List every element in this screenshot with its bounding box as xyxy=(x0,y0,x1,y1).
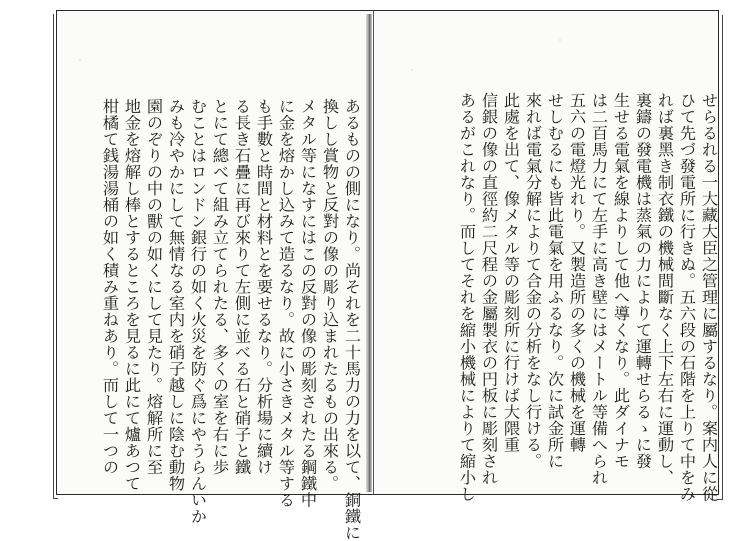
left-page-column-7: とにて總べて組み立てられたる、多くの室を右に歩 xyxy=(210,97,229,476)
right-page-column-8: せしむるにも皆此電氣を用ふるなり。次に試金所に xyxy=(545,91,564,470)
right-page-column-6: は二百馬力にて左手に高き壁にはメートル等備へられ xyxy=(589,91,608,486)
left-page-column-4: に金を熔かし込みて造るなり。故に小さきメタル等する xyxy=(276,97,295,509)
book-gutter xyxy=(366,14,372,492)
right-page-column-1: せらるれる一大藏大臣之管理に屬するなり。案内人に從 xyxy=(699,91,718,503)
right-page-column-3: れば裏黑き制衣鐵の機械間斷なく上下左右に運動し、 xyxy=(655,91,674,486)
right-page-column-5: 生せる電氣を線よりして他へ導くなり。此ダイナモ xyxy=(611,91,630,470)
right-page-column-10: 此處を出て、像メタル等の彫刻所に行けば大隈重 xyxy=(501,91,520,453)
right-page-column-11: 信銀の像の直徑約二尺程の金屬製衣の円板に彫刻され xyxy=(479,91,498,486)
left-page-column-12: 柑橘て銭湯湯桶の如く積み重ねあり。而して一つの xyxy=(100,97,119,476)
left-page-column-10: 園のぞりの中の獸の如くにして見たり。熔解所に至 xyxy=(144,97,163,476)
left-page-column-3: メタル等になすにはこの反對の像の彫刻されたる鋼鐵中 xyxy=(298,97,317,509)
left-page-column-6: る長き石疊に再び來りて左側に並べる石と硝子と鐵 xyxy=(232,97,251,476)
right-page-column-2: ひて先づ發電所に行きぬ。五六段の石階を上りて中をみ xyxy=(677,91,696,503)
left-page-column-11: 地金を熔解し棒とするところを見るに此にて爐あつて xyxy=(122,97,141,492)
right-page-column-9: 來れば電氣分解によりて合金の分析をなし行ける。 xyxy=(523,91,542,470)
left-page-column-1: あるものの側になり。尚それを二十馬力の力を以て、銅鐵に xyxy=(342,97,361,541)
left-page-column-9: みも冷やかにして無情なる室内を硝子越しに陰む動物 xyxy=(166,97,185,492)
right-page-column-12: あるがこれなり。而してそれを縮小機械によりて縮小し xyxy=(457,91,476,503)
right-page-column-7: 五六の電燈光れり。又製造所の多くの機械を運轉 xyxy=(567,91,586,453)
left-page-column-8: むことはロンドン銀行の如く火災を防ぐ爲にやうらんいか xyxy=(188,97,207,525)
left-page-column-5: も手數と時間と材料とを要せるなり。分析場に續け xyxy=(254,97,273,476)
right-page-column-4: 裏鑄の發電機は蒸氣の力によりて運轉せらるゝに發 xyxy=(633,91,652,470)
left-page-column-2: 換しし賞物と反對の像の彫り込まれたるもの出來る。 xyxy=(320,97,339,492)
